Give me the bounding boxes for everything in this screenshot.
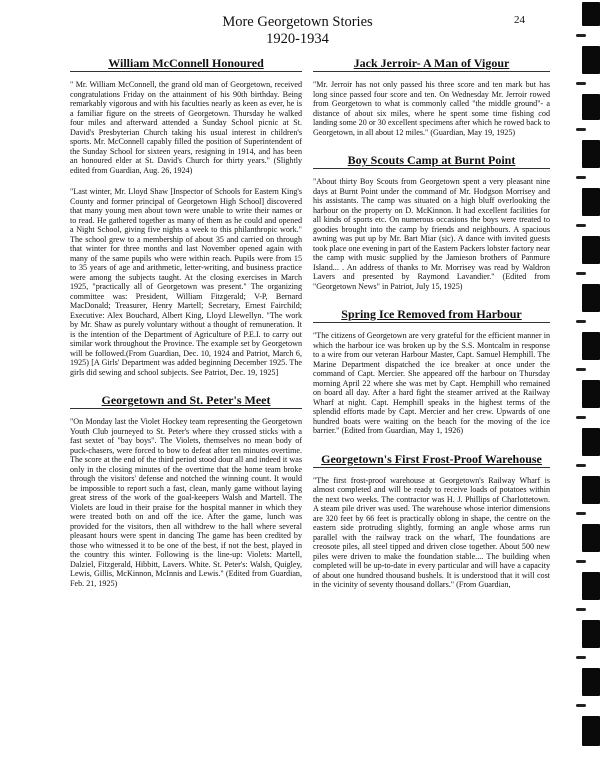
article-paragraph: "On Monday last the Violet Hockey team representing the Georgetown Youth Club journeyed to St. Peter's where they crossed sticks with a fast sextet of "bay boys". The Violets, themselves no mean body of puck-chasers, were forced to bow to defeat after ten minutes overtime. The score at the end of the third period stood dour all and indeed it was only in the closing minutes of the overtime that the home team broke through the visitors' defense and notched the winning count. It would be impossible to report such a fast, clean, manly game without laying great stress of the work of the goal-keepers Walsh and Martell. The Violets are loud in their praise for the hospital manner in which they were treated both on and off the ice. After the game, lunch was provided for the visitors, then all withdrew to the hall where several pleasant hours were spent in dancing The game has been credited by those who witnessed it to be one of the best, if not the best, played in the country this winter. Following is the line-up: Violets: Martell, Dalziel, Fitzgerald, Hibbitt, Lavers. White. St. Peter's: Walsh, Quigley, Lewis, Gillis, McKinnon, McInnis and Lewis." (Edited from Guardian, Feb. 21, 1925): [70, 417, 302, 588]
page-title-years: 1920-1934: [266, 31, 329, 47]
article-heading-hockey: Georgetown and St. Peter's Meet: [101, 393, 271, 407]
article-paragraph: " Mr. William McConnell, the grand old man of Georgetown, received congratulations Friday on the attainment of his 90th birthday. Being remarkably vigorous and with his faculties nearly as keen as ever, he is a familiar figure on the streets of Georgetown. Thursday he walked four miles and afterward attended a Sunday School picnic at St. David's Presbyterian Church taking his usual interest in children's sports. Mr. McConnell capably filled the position of Superintendent of the Sunday School for sixteen years, resigning in 1914, and has been an honoured elder at St. David's Church for thirty years." (Slightly edited from Guardian, Aug. 26, 1924): [70, 80, 302, 175]
article-heading-mcconnell: William McConnell Honoured: [108, 56, 264, 70]
left-column: [70, 56, 302, 588]
article-heading-spring-ice: Spring Ice Removed from Harbour: [341, 307, 522, 321]
article-paragraph: "Mr. Jerroir has not only passed his three score and ten mark but has long since passed four score and ten. On Wednesday Mr. Jerroir rowed from Georgetown to what is commonly called "the middle ground"- a distance of about six miles, where he spent some time fishing cod landing some 20 or 30 excellent specimens after which he rowed back to Georgetown, in all about 12 miles." (Guardian, May 19, 1925): [313, 80, 550, 137]
spiral-binding: [576, 0, 600, 759]
article-paragraph: "The first frost-proof warehouse at Georgetown's Railway Wharf is almost completed and will be ready to receive loads of potatoes within the next two weeks. The contractor was H. J. Phillips of Charlottetown. A steam pile driver was used. The warehouse whose interior dimensions are 320 feet by 66 feet is practically oblong in shape, the centre on the eastern side protruding slightly, forming an angle whose arms run parallel with the railway track on the wharf, The foundations are creosote piles, all steel tipped and driven close together. About 500 new piles were driven to make the foundation stable.... The building when completed will be up-to-date in every particular and will have a capacity of about one hundred thousand bushels. It is understood that it will cost in the vicinity of seventy thousand dollars." (From Guardian,: [313, 475, 550, 589]
right-column: [313, 56, 550, 590]
article-paragraph: "About thirty Boy Scouts from Georgetown spent a very pleasant nine days at Burnt Point under the command of Mr. Hodgson Morrisey and his assistants. The camp was situated on a high bluff overlooking the harbour on the property on D. McKinnon. It had excellent facilities for all kinds of sports etc. On numerous occasions the boys were treated to goodies brought into the camp by friends and neighbours. A spacious awning was put up by Mr. Bart Miar (sic). A dance with invited guests took place one evening in part of the Eastern Packers lobster factory near the camp with music supplied by the Jamieson brothers of Panmure Island... . An address of thanks to Mr. Morrisey was read by Waldron Lavers and presented by Raymond Lavandier." (Edited from "Georgetown News" in Patriot, July 15, 1925): [313, 177, 550, 291]
article-paragraph: "The citizens of Georgetown are very grateful for the efficient manner in which the harbour ice was broken up by the S.S. Montcalm in response to a wire from our veteran Harbour Master, Capt. Samuel Hemphill. The Marine Department dispatched the ice breaker at once under the command of Capt. Mercier. She appeared off the harbour on Thursday morning April 22 where she was met by Capt. Hemphill who remained on board all day. After a hard fight the steamer arrived at the Railway Wharf at night. Capt. Hemphill speaks in the highest terms of the splendid efforts made by Capt. Mercier and her crew. Upwards of one hundred boats were waiting on the beach for the moving of the ice barrier." (Edited from Guardian, May 1, 1926): [313, 331, 550, 435]
page-number: 24: [514, 14, 525, 26]
article-paragraph: "Last winter, Mr. Lloyd Shaw [Inspector of Schools for Eastern King's County and former principal of Georgetown High School] discovered that many young men about town were unable to write their names or to read. He gathered together as many of them as he could and opened a Night School, giving five nights a week to this philanthropic work." The school grew to a membership of about 35 and carried on through that winter for three months and last November opened again with many of the same pupils who were within reach. Pupils were from 15 to 35 years of age and arithmetic, letter-writing, and business practice were among the subjects taught. At the closing exercises in March 1925, "practically all of Georgetown was present." The organizing committee was: President, William Fitzgerald; V-P, Bernard MacDonald; Treasurer, Henry Martell; Secretary, Ernest Fairchild; Executive: Alex Bouchard, Albert King, Lloyd Llewellyn. "The work by Mr. Shaw as purely voluntary without a thought of remuneration. It is the intention of the Department of Agriculture of P.E.I. to carry out similar work throughout the Province. The example set by Georgetown will be followed.(From Guardian, Dec. 10, 1924 and Patriot, March 6, 1925) [A Girls' Department was added beginning December 1925. The girls did sewing and school subjects. See Patriot, Dec. 19, 1925]: [70, 187, 302, 377]
article-heading-boy-scouts: Boy Scouts Camp at Burnt Point: [347, 153, 516, 167]
page-title: More Georgetown Stories: [222, 14, 373, 30]
article-heading-warehouse: Georgetown's First Frost-Proof Warehouse: [321, 451, 542, 466]
page-header: [180, 14, 415, 48]
article-heading-jerroir: Jack Jerroir- A Man of Vigour: [353, 56, 510, 70]
